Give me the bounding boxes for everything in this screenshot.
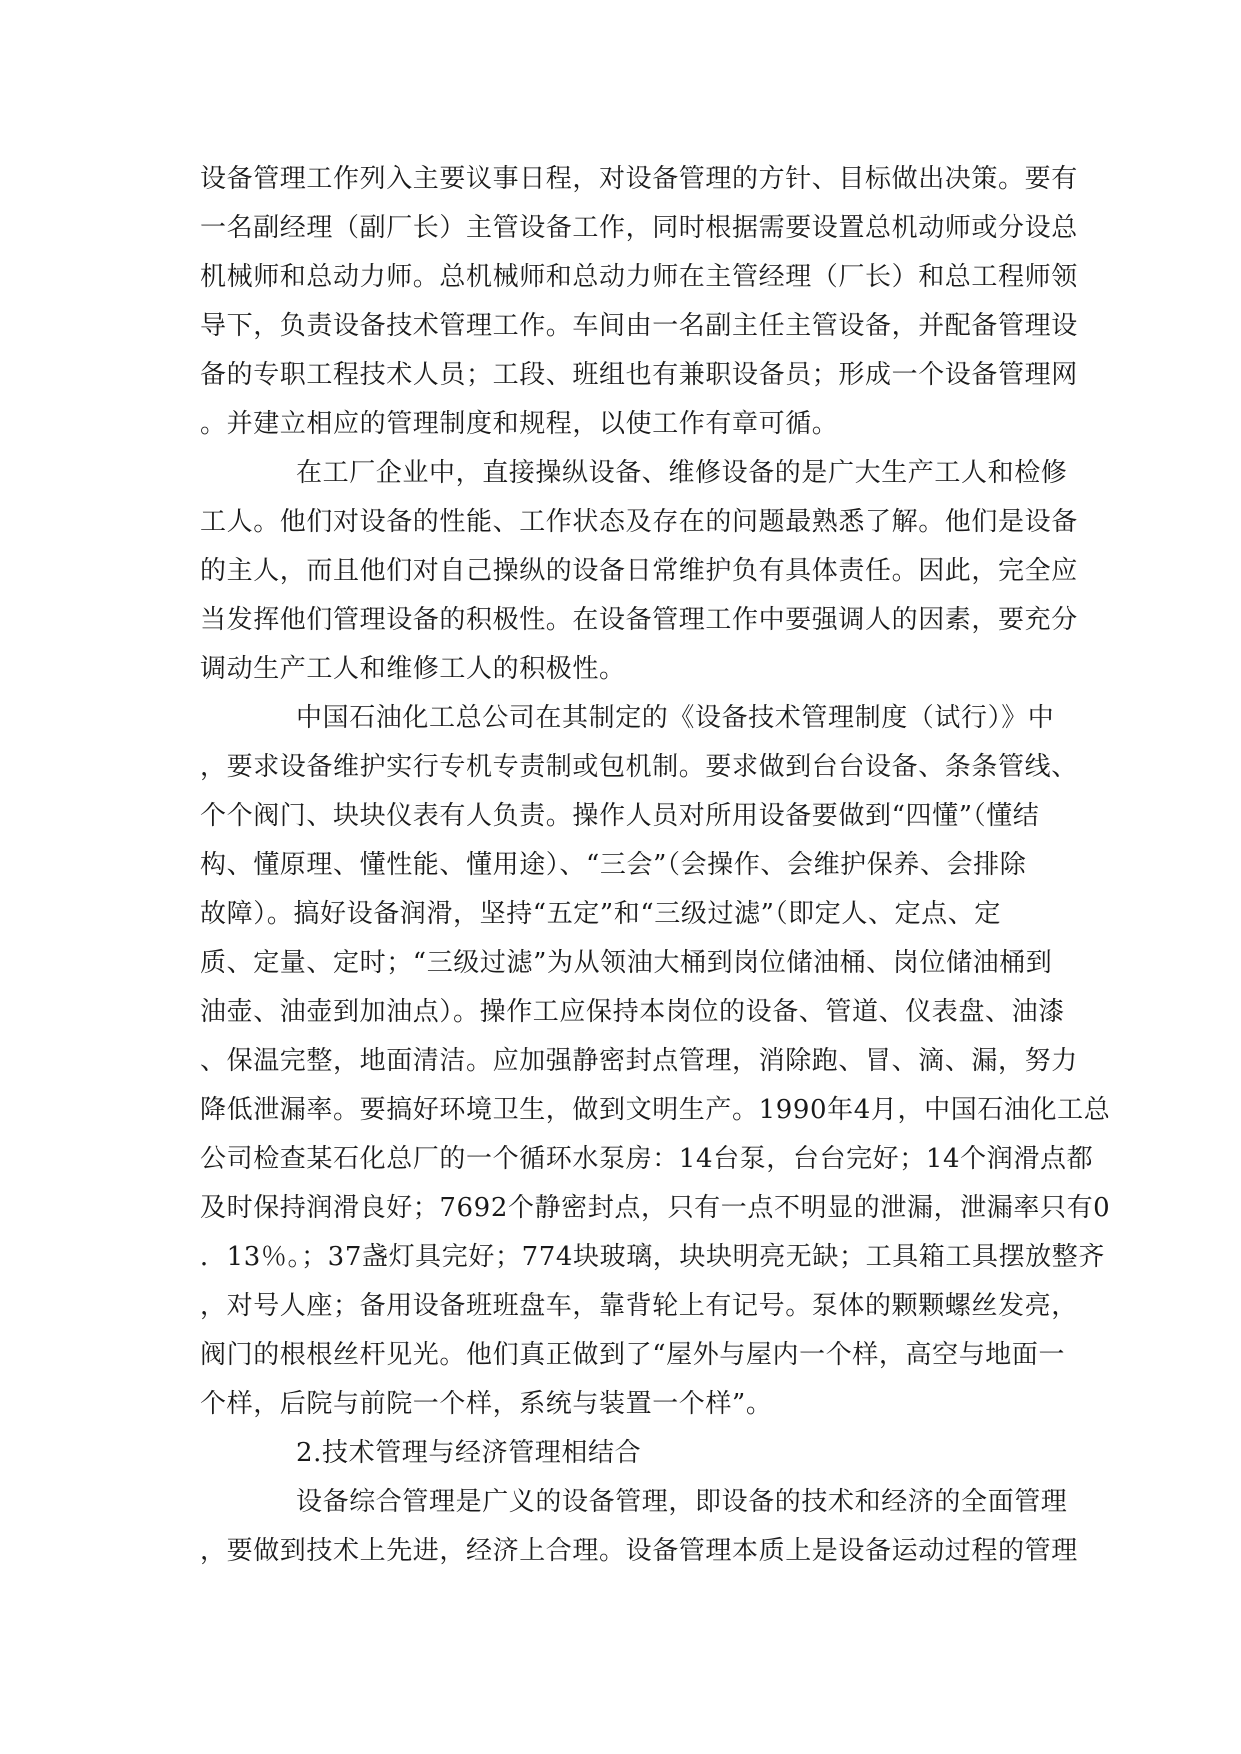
section-heading: 2.技术管理与经济管理相结合 (296, 1438, 642, 1468)
text-line: ，对号人座；备用设备班班盘车，靠背轮上有记号。泵体的颗颗螺丝发亮， (200, 1291, 1078, 1321)
paragraph-first-line: 设备综合管理是广义的设备管理，即设备的技术和经济的全面管理 (296, 1487, 1068, 1517)
text-line: 一名副经理（副厂长）主管设备工作，同时根据需要设置总机动师或分设总 (200, 213, 1078, 243)
body-text (200, 155, 1111, 1576)
text-line: 调动生产工人和维修工人的积极性。 (200, 654, 626, 684)
text-line: ，要求设备维护实行专机专责制或包机制。要求做到台台设备、条条管线、 (200, 752, 1078, 782)
text-line: 当发挥他们管理设备的积极性。在设备管理工作中要强调人的因素，要充分 (200, 605, 1078, 635)
text-line: 质、定量、定时；“三级过滤”为从领油大桶到岗位储油桶、岗位储油桶到 (200, 948, 1053, 978)
text-line: ．13％。；37盏灯具完好；774块玻璃，块块明亮无缺；工具箱工具摆放整齐 (200, 1242, 1105, 1272)
text-line: 的主人，而且他们对自己操纵的设备日常维护负有具体责任。因此，完全应 (200, 556, 1078, 586)
text-line: 公司检查某石化总厂的一个循环水泵房：14台泵，台台完好；14个润滑点都 (200, 1144, 1094, 1174)
text-line: ，要做到技术上先进，经济上合理。设备管理本质上是设备运动过程的管理 (200, 1536, 1078, 1566)
text-line: 工人。他们对设备的性能、工作状态及存在的问题最熟悉了解。他们是设备 (200, 507, 1078, 537)
paragraph-first-line: 中国石油化工总公司在其制定的《设备技术管理制度（试行）》中 (296, 703, 1055, 733)
text-line: 降低泄漏率。要搞好环境卫生，做到文明生产。1990年4月，中国石油化工总 (200, 1095, 1111, 1125)
text-line: 构、懂原理、懂性能、懂用途）、“三会”（会操作、会维护保养、会排除 (200, 850, 1027, 880)
text-line: 机械师和总动力师。总机械师和总动力师在主管经理（厂长）和总工程师领 (200, 262, 1078, 292)
text-line: 个样，后院与前院一个样，系统与装置一个样”。 (200, 1389, 773, 1419)
text-line: 及时保持润滑良好；7692个静密封点，只有一点不明显的泄漏，泄漏率只有0 (200, 1193, 1111, 1223)
text-line: 油壶、油壶到加油点）。操作工应保持本岗位的设备、管道、仪表盘、油漆 (200, 997, 1065, 1027)
text-line: 个个阀门、块块仪表有人负责。操作人员对所用设备要做到“四懂”（懂结 (200, 801, 1040, 831)
text-line: 备的专职工程技术人员；工段、班组也有兼职设备员；形成一个设备管理网 (200, 360, 1078, 390)
text-line: 故障）。搞好设备润滑，坚持“五定”和“三级过滤”（即定人、定点、定 (200, 899, 1001, 929)
text-line: 导下，负责设备技术管理工作。车间由一名副主任主管设备，并配备管理设 (200, 311, 1078, 341)
text-line: 、保温完整，地面清洁。应加强静密封点管理，消除跑、冒、滴、漏，努力 (200, 1046, 1078, 1076)
text-line: 。并建立相应的管理制度和规程，以使工作有章可循。 (200, 409, 839, 439)
paragraph-first-line: 在工厂企业中，直接操纵设备、维修设备的是广大生产工人和检修 (296, 458, 1068, 488)
text-line: 阀门的根根丝杆见光。他们真正做到了“屋外与屋内一个样，高空与地面一 (200, 1340, 1066, 1370)
text-line: 设备管理工作列入主要议事日程，对设备管理的方针、目标做出决策。要有 (200, 164, 1078, 194)
